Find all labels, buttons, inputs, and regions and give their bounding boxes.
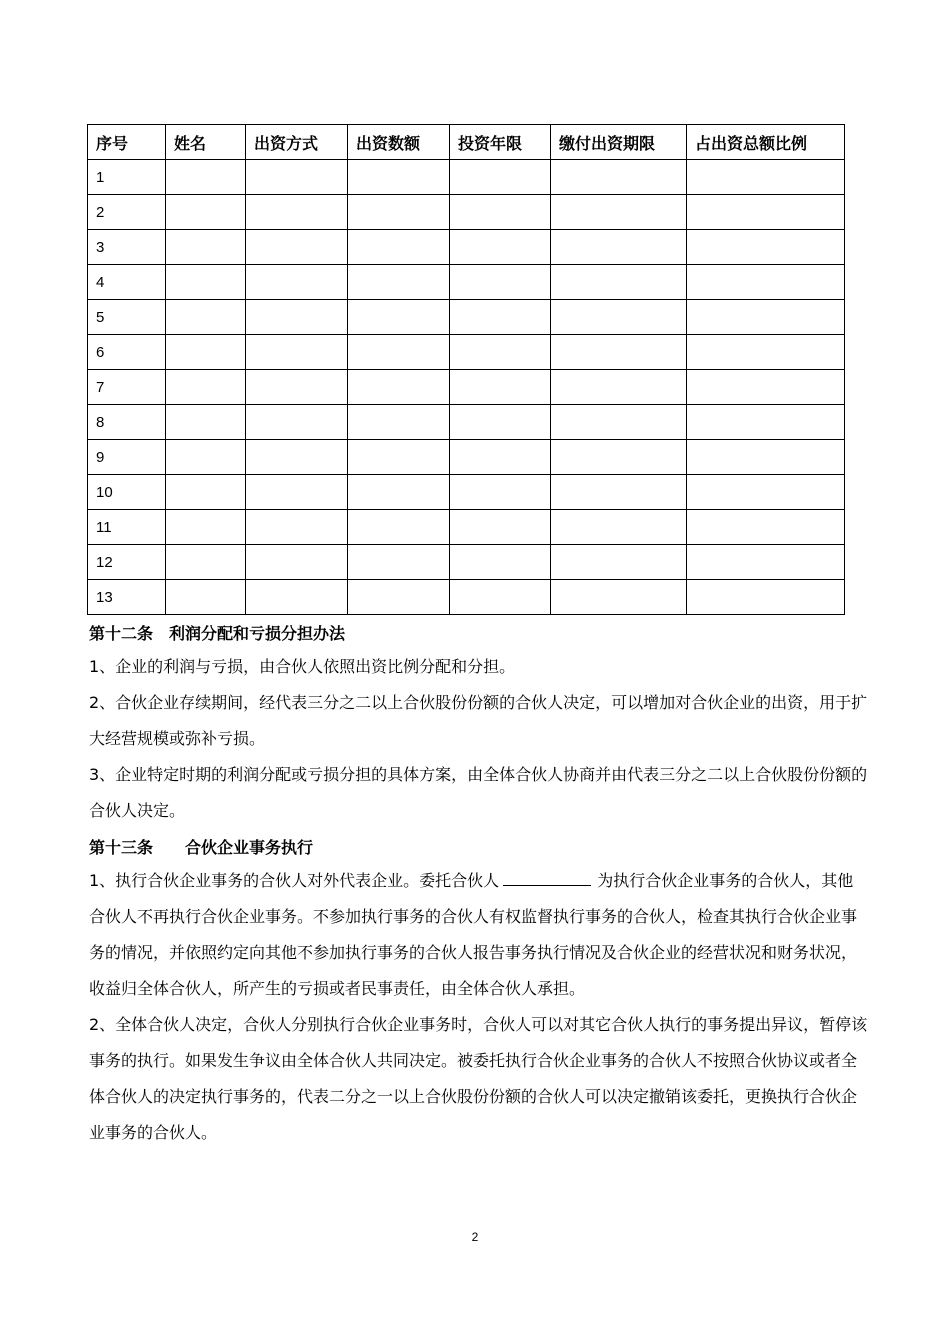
cell-name	[166, 440, 246, 475]
cell-method	[246, 545, 348, 580]
cell-amount	[348, 300, 450, 335]
cell-amount	[348, 370, 450, 405]
article-13-paragraph-1-lead: 1、执行合伙企业事务的合伙人对外代表企业。委托合伙人	[89, 871, 500, 890]
row-number: 4	[88, 265, 166, 300]
row-number: 2	[88, 195, 166, 230]
table-row	[88, 335, 845, 370]
cell-method	[246, 440, 348, 475]
header-investment-term: 投资年限	[450, 125, 551, 160]
header-payment-deadline: 缴付出资期限	[551, 125, 687, 160]
cell-name	[166, 545, 246, 580]
table-row	[88, 195, 845, 230]
table-header-row	[88, 125, 845, 160]
header-contribution-amount: 出资数额	[348, 125, 450, 160]
cell-method	[246, 300, 348, 335]
header-contribution-ratio: 占出资总额比例	[687, 125, 845, 160]
cell-method	[246, 370, 348, 405]
cell-amount	[348, 265, 450, 300]
cell-ratio	[687, 510, 845, 545]
article-13-paragraph-1	[89, 863, 869, 1007]
table-row	[88, 475, 845, 510]
header-serial: 序号	[88, 125, 166, 160]
cell-method	[246, 195, 348, 230]
article-12-paragraph-1: 1、企业的利润与亏损，由合伙人依照出资比例分配和分担。	[89, 657, 516, 676]
cell-name	[166, 160, 246, 195]
row-number: 12	[88, 545, 166, 580]
cell-deadline	[551, 160, 687, 195]
table-row	[88, 580, 845, 615]
cell-deadline	[551, 195, 687, 230]
document-body	[89, 619, 869, 1151]
cell-deadline	[551, 440, 687, 475]
cell-deadline	[551, 405, 687, 440]
row-number: 10	[88, 475, 166, 510]
cell-method	[246, 335, 348, 370]
cell-ratio	[687, 475, 845, 510]
row-number: 1	[88, 160, 166, 195]
cell-term	[450, 230, 551, 265]
table-row	[88, 370, 845, 405]
page-number: 2	[471, 1230, 479, 1244]
cell-term	[450, 160, 551, 195]
cell-method	[246, 230, 348, 265]
cell-term	[450, 265, 551, 300]
cell-ratio	[687, 440, 845, 475]
cell-amount	[348, 440, 450, 475]
table-row	[88, 545, 845, 580]
cell-ratio	[687, 405, 845, 440]
cell-name	[166, 265, 246, 300]
cell-amount	[348, 580, 450, 615]
cell-ratio	[687, 230, 845, 265]
cell-method	[246, 160, 348, 195]
cell-deadline	[551, 300, 687, 335]
cell-ratio	[687, 300, 845, 335]
cell-term	[450, 475, 551, 510]
cell-term	[450, 300, 551, 335]
cell-amount	[348, 230, 450, 265]
cell-ratio	[687, 545, 845, 580]
cell-amount	[348, 405, 450, 440]
article-12-paragraph-3: 3、企业特定时期的利润分配或亏损分担的具体方案，由全体合伙人协商并由代表三分之二以上合伙股份份额的合伙人决定。	[89, 765, 868, 820]
cell-method	[246, 580, 348, 615]
table-row	[88, 300, 845, 335]
cell-amount	[348, 335, 450, 370]
row-number: 6	[88, 335, 166, 370]
row-number: 7	[88, 370, 166, 405]
article-12-paragraph-2: 2、合伙企业存续期间，经代表三分之二以上合伙股份份额的合伙人决定，可以增加对合伙企业的出资，用于扩大经营规模或弥补亏损。	[89, 693, 868, 748]
row-number: 3	[88, 230, 166, 265]
header-contribution-method: 出资方式	[246, 125, 348, 160]
cell-deadline	[551, 230, 687, 265]
table-row	[88, 405, 845, 440]
cell-term	[450, 335, 551, 370]
cell-ratio	[687, 160, 845, 195]
cell-ratio	[687, 370, 845, 405]
cell-deadline	[551, 475, 687, 510]
cell-term	[450, 370, 551, 405]
cell-deadline	[551, 545, 687, 580]
cell-name	[166, 405, 246, 440]
cell-name	[166, 195, 246, 230]
cell-term	[450, 195, 551, 230]
article-12-title: 第十二条 利润分配和亏损分担办法	[89, 624, 346, 643]
table-row	[88, 265, 845, 300]
article-13-paragraph-2: 2、全体合伙人决定，合伙人分别执行合伙企业事务时，合伙人可以对其它合伙人执行的事务提出异议，暂停该事务的执行。如果发生争议由全体合伙人共同决定。被委托执行合伙企业事务的合伙人不按照合伙协议或者全体合伙人的决定执行事务的，代表二分之一以上合伙股份份额的合伙人可以决定撤销该委托，更换执行合伙企业事务的合伙人。	[89, 1015, 868, 1142]
cell-ratio	[687, 195, 845, 230]
cell-name	[166, 370, 246, 405]
cell-amount	[348, 545, 450, 580]
cell-deadline	[551, 370, 687, 405]
cell-method	[246, 475, 348, 510]
cell-term	[450, 510, 551, 545]
fill-in-blank[interactable]	[503, 867, 591, 886]
contribution-table	[87, 124, 845, 615]
table-row	[88, 160, 845, 195]
row-number: 8	[88, 405, 166, 440]
cell-ratio	[687, 265, 845, 300]
cell-method	[246, 405, 348, 440]
cell-method	[246, 265, 348, 300]
cell-name	[166, 580, 246, 615]
cell-ratio	[687, 335, 845, 370]
cell-amount	[348, 195, 450, 230]
cell-name	[166, 335, 246, 370]
cell-term	[450, 440, 551, 475]
cell-name	[166, 510, 246, 545]
header-name: 姓名	[166, 125, 246, 160]
table-row	[88, 230, 845, 265]
cell-name	[166, 300, 246, 335]
cell-deadline	[551, 510, 687, 545]
row-number: 5	[88, 300, 166, 335]
cell-deadline	[551, 580, 687, 615]
cell-term	[450, 405, 551, 440]
row-number: 13	[88, 580, 166, 615]
table-row	[88, 440, 845, 475]
cell-term	[450, 580, 551, 615]
row-number: 11	[88, 510, 166, 545]
table-row	[88, 510, 845, 545]
cell-deadline	[551, 335, 687, 370]
cell-amount	[348, 475, 450, 510]
article-13-paragraph-1-rest: 为执行合伙企业事务的合伙人，其他合伙人不再执行合伙企业事务。不参加执行事务的合伙人有权监督执行事务的合伙人，检查其执行合伙企业事务的情况，并依照约定向其他不参加执行事务的合伙人报告事务执行情况及合伙企业的经营状况和财务状况，收益归全体合伙人，所产生的亏损或者民事责任，由全体合伙人承担。	[89, 871, 858, 998]
cell-method	[246, 510, 348, 545]
cell-name	[166, 230, 246, 265]
article-13-title: 第十三条 合伙企业事务执行	[89, 838, 314, 857]
cell-name	[166, 475, 246, 510]
cell-term	[450, 545, 551, 580]
cell-ratio	[687, 580, 845, 615]
cell-amount	[348, 160, 450, 195]
cell-deadline	[551, 265, 687, 300]
cell-amount	[348, 510, 450, 545]
row-number: 9	[88, 440, 166, 475]
